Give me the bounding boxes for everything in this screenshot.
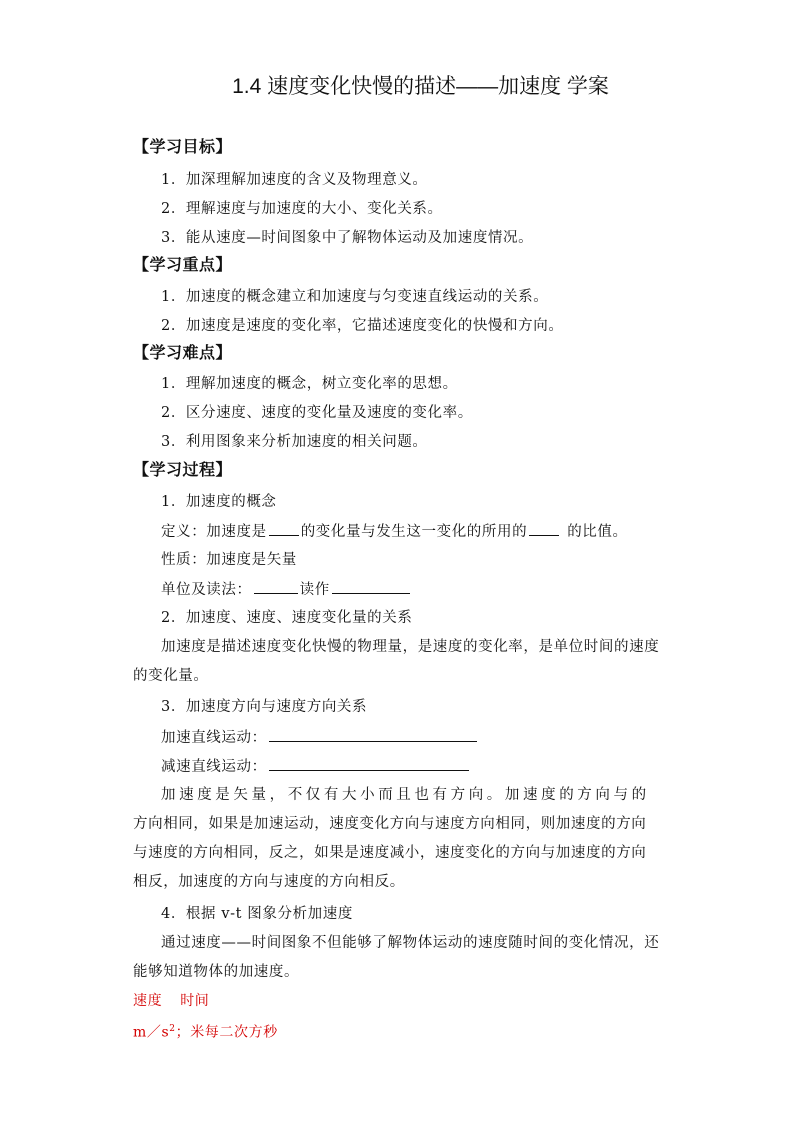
- blank-2[interactable]: [529, 521, 559, 536]
- unit-line: [161, 579, 412, 600]
- unit-text-a: 单位及读法：: [161, 582, 252, 598]
- goal-item-2: 2．理解速度与加速度的大小、变化关系。: [161, 201, 443, 217]
- blank-reading[interactable]: [332, 579, 410, 594]
- subsection-title-4: 4．根据 v-t 图象分析加速度: [161, 906, 353, 922]
- answer-unit-exponent: 2: [169, 1024, 176, 1034]
- definition-text-a: 定义：加速度是: [161, 524, 267, 540]
- definition-line: [161, 521, 628, 542]
- keypoint-item-1: 1．加速度的概念建立和加速度与匀变速直线运动的关系。: [161, 289, 549, 305]
- decel-label: 减速直线运动：: [161, 759, 267, 775]
- answer-reading: ；米每二次方秒: [175, 1024, 278, 1041]
- definition-text-c: 的比值。: [567, 524, 628, 540]
- blank-accel[interactable]: [269, 727, 477, 742]
- blank-decel[interactable]: [269, 756, 469, 771]
- accel-line: [161, 727, 479, 748]
- answer-unit: m／s: [133, 1024, 170, 1041]
- accel-label: 加速直线运动：: [161, 730, 267, 746]
- paragraph-vt: [133, 929, 661, 987]
- paragraph-direction-text-b: 的方向相同，如果是加速运动，速度变化方向与速度方向相同，则加速度的方向与速度的方向相同，反之，如果是速度减小，速度变化的方向与加速度的方向相反，加速度的方向与速度的方向相反。: [133, 787, 647, 890]
- keypoint-item-2: 2．加速度是速度的变化率，它描述速度变化的快慢和方向。: [161, 318, 564, 334]
- goal-item-3: 3．能从速度—时间图象中了解物体运动及加速度情况。: [161, 230, 534, 246]
- section-heading-difficulties: 【学习难点】: [133, 343, 233, 362]
- decel-line: [161, 756, 471, 777]
- paragraph-relation: [133, 633, 661, 691]
- unit-text-b: 读作: [299, 582, 330, 598]
- goal-item-1: 1．加深理解加速度的含义及物理意义。: [161, 172, 428, 188]
- answer-line-2: [133, 1019, 278, 1043]
- subsection-title-1: 1．加速度的概念: [161, 494, 277, 510]
- paragraph-relation-text: 加速度是描述速度变化快慢的物理量，是速度的变化率，是单位时间的速度的变化量。: [133, 639, 660, 684]
- page-title: 1.4 速度变化快慢的描述——加速度 学案: [232, 75, 609, 98]
- answer-time: 时间: [180, 993, 210, 1009]
- section-heading-keypoints: 【学习重点】: [133, 255, 233, 274]
- difficulty-item-3: 3．利用图象来分析加速度的相关问题。: [161, 434, 428, 450]
- subsection-title-3: 3．加速度方向与速度方向关系: [161, 699, 368, 715]
- section-heading-process: 【学习过程】: [133, 460, 233, 479]
- paragraph-direction-text-a: 加速度是矢量，不仅有大小而且也有方向。加速度的方向与: [161, 787, 632, 803]
- difficulty-item-2: 2．区分速度、速度的变化量及速度的变化率。: [161, 405, 473, 421]
- subsection-title-2: 2．加速度、速度、速度变化量的关系: [161, 610, 413, 626]
- paragraph-direction: [133, 781, 661, 897]
- answer-speed: 速度: [133, 993, 163, 1009]
- section-heading-goals: 【学习目标】: [133, 137, 233, 156]
- definition-text-b: 的变化量与发生这一变化的所用的: [300, 524, 528, 540]
- blank-unit[interactable]: [254, 579, 298, 594]
- paragraph-vt-text: 通过速度——时间图象不但能够了解物体运动的速度随时间的变化情况，还能够知道物体的加速度。: [133, 935, 660, 980]
- blank-1[interactable]: [269, 521, 299, 536]
- nature-line: 性质：加速度是矢量: [161, 552, 297, 568]
- answer-line-1: [133, 991, 209, 1011]
- difficulty-item-1: 1．理解加速度的概念，树立变化率的思想。: [161, 376, 458, 392]
